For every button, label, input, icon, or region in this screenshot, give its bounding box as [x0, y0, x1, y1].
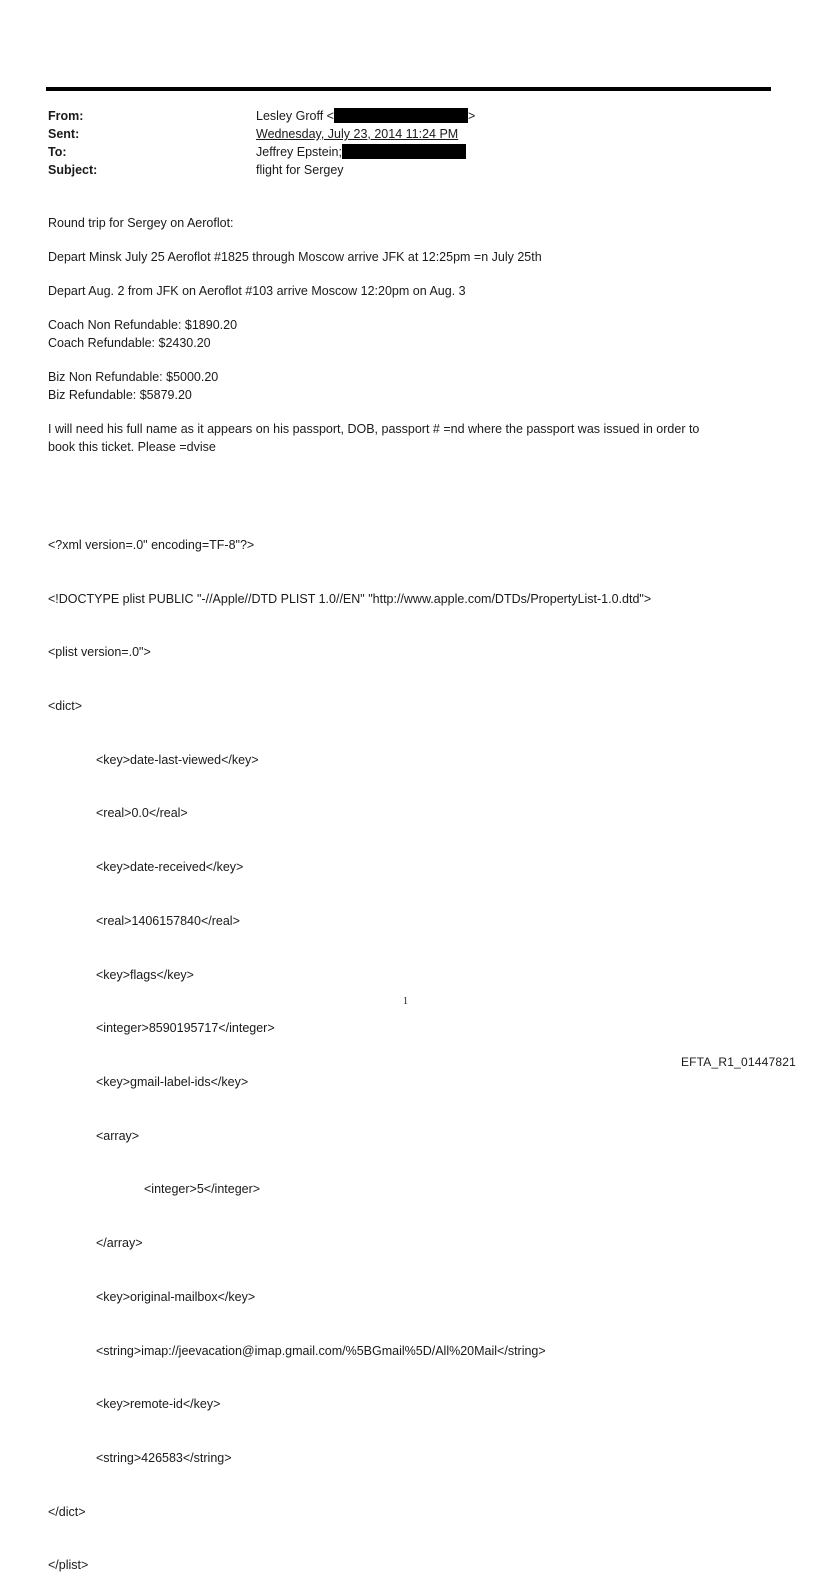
sent-value: Wednesday, July 23, 2014 11:24 PM [256, 127, 459, 141]
request-line-2: book this ticket. Please =dvise [48, 440, 216, 454]
email-body [48, 214, 758, 456]
plist-line: <!DOCTYPE plist PUBLIC "-//Apple//DTD PLIST 1.0//EN" "http://www.apple.com/DTDs/PropertyList-1.0.dtd"> [48, 591, 652, 606]
to-row [48, 143, 748, 161]
depart-line-2: Depart Aug. 2 from JFK on Aeroflot #103 arrive Moscow 12:20pm on Aug. 3 [48, 284, 466, 298]
plist-line: <key>remote-id</key> [96, 1397, 221, 1412]
plist-line: <dict> [48, 698, 83, 713]
from-value [256, 107, 475, 125]
from-row [48, 107, 748, 125]
plist-line: <key>date-last-viewed</key> [96, 752, 259, 767]
coach-prices [48, 316, 758, 352]
plist-metadata [48, 501, 651, 1593]
plist-line: </plist> [48, 1558, 89, 1573]
plist-line: <plist version=.0"> [48, 645, 151, 660]
plist-line: <key>original-mailbox</key> [96, 1289, 256, 1304]
from-label: From: [48, 109, 84, 123]
request-line-1: I will need his full name as it appears on his passport, DOB, passport # =nd where the passport was issued in order to [48, 422, 700, 436]
plist-line: </dict> [48, 1504, 86, 1519]
redaction-bar [334, 108, 468, 123]
from-name: Lesley Groff < [256, 109, 334, 123]
plist-line: </array> [96, 1236, 143, 1251]
depart-line-1: Depart Minsk July 25 Aeroflot #1825 through Moscow arrive JFK at 12:25pm =n July 25th [48, 250, 542, 264]
from-close: > [467, 109, 476, 123]
plist-line: <integer>5</integer> [144, 1182, 261, 1197]
page-number: 1 [403, 996, 408, 1007]
plist-line: <key>gmail-label-ids</key> [96, 1075, 249, 1089]
to-value [256, 143, 466, 161]
plist-line: <real>1406157840</real> [96, 913, 240, 928]
plist-line: <string>426583</string> [96, 1451, 232, 1466]
coach-nonrefundable: Coach Non Refundable: $1890.20 [48, 318, 238, 332]
plist-line: <key>date-received</key> [96, 860, 244, 875]
bates-number: EFTA_R1_01447821 [680, 1055, 796, 1069]
biz-nonrefundable: Biz Non Refundable: $5000.20 [48, 370, 219, 384]
subject-value: flight for Sergey [256, 163, 344, 177]
sent-row [48, 125, 748, 143]
plist-line: <key>flags</key> [96, 967, 194, 982]
to-recipient: Jeffrey Epstein; [256, 145, 342, 159]
redaction-bar [342, 144, 466, 159]
sent-label: Sent: [48, 127, 80, 141]
biz-refundable: Biz Refundable: $5879.20 [48, 388, 192, 402]
intro-line: Round trip for Sergey on Aeroflot: [48, 216, 234, 230]
plist-line: <string>imap://jeevacation@imap.gmail.com/%5BGmail%5D/All%20Mail</string> [96, 1343, 546, 1358]
request-paragraph [48, 420, 758, 456]
header-divider [46, 87, 771, 91]
to-label: To: [48, 145, 67, 159]
plist-line: <array> [96, 1128, 140, 1143]
plist-line: <?xml version=.0" encoding=TF-8"?> [48, 537, 255, 552]
coach-refundable: Coach Refundable: $2430.20 [48, 336, 211, 350]
plist-line: <real>0.0</real> [96, 806, 188, 821]
email-header [48, 107, 748, 179]
biz-prices [48, 368, 758, 404]
subject-row [48, 161, 748, 179]
subject-label: Subject: [48, 163, 98, 177]
plist-line: <integer>8590195717</integer> [96, 1021, 275, 1036]
